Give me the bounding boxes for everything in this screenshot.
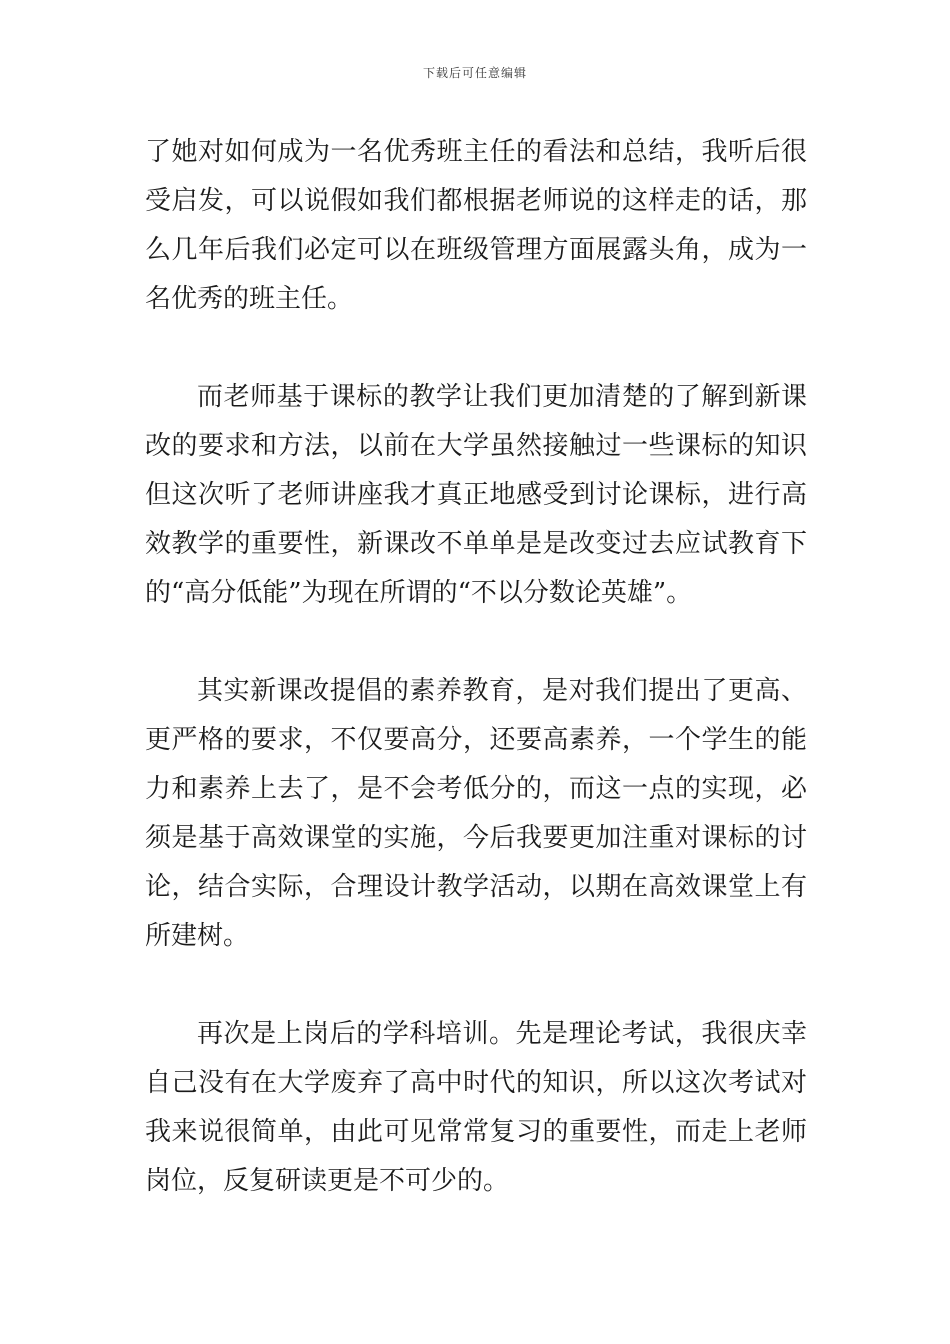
- paragraph-spacer: [145, 961, 807, 1010]
- paragraph-3: 其实新课改提倡的素养教育，是对我们提出了更高、更严格的要求，不仅要高分，还要高素养，一个学生的能力和素养上去了，是不会考低分的，而这一点的实现，必须是基于高效课堂的实施，今后我要更加注重对课标的讨论，结合实际，合理设计教学活动，以期在高效课堂上有所建树。: [145, 676, 807, 951]
- paragraph-spacer: [145, 324, 807, 373]
- paragraph-4: 再次是上岗后的学科培训。先是理论考试，我很庆幸自己没有在大学废弃了高中时代的知识，所以这次考试对我来说很简单，由此可见常常复习的重要性，而走上老师岗位，反复研读更是不可少的。: [145, 1019, 807, 1196]
- paragraph-1: 了她对如何成为一名优秀班主任的看法和总结，我听后很受启发，可以说假如我们都根据老师说的这样走的话，那么几年后我们必定可以在班级管理方面展露头角，成为一名优秀的班主任。: [145, 137, 807, 314]
- page-header: 下载后可任意编辑: [422, 66, 527, 80]
- document-body: [145, 128, 807, 1206]
- paragraph-2: 而老师基于课标的教学让我们更加清楚的了解到新课改的要求和方法，以前在大学虽然接触过一些课标的知识但这次听了老师讲座我才真正地感受到讨论课标，进行高效教学的重要性，新课改不单单是是改变过去应试教育下的“高分低能”为现在所谓的“不以分数论英雄”。: [145, 382, 807, 608]
- paragraph-spacer: [145, 618, 807, 667]
